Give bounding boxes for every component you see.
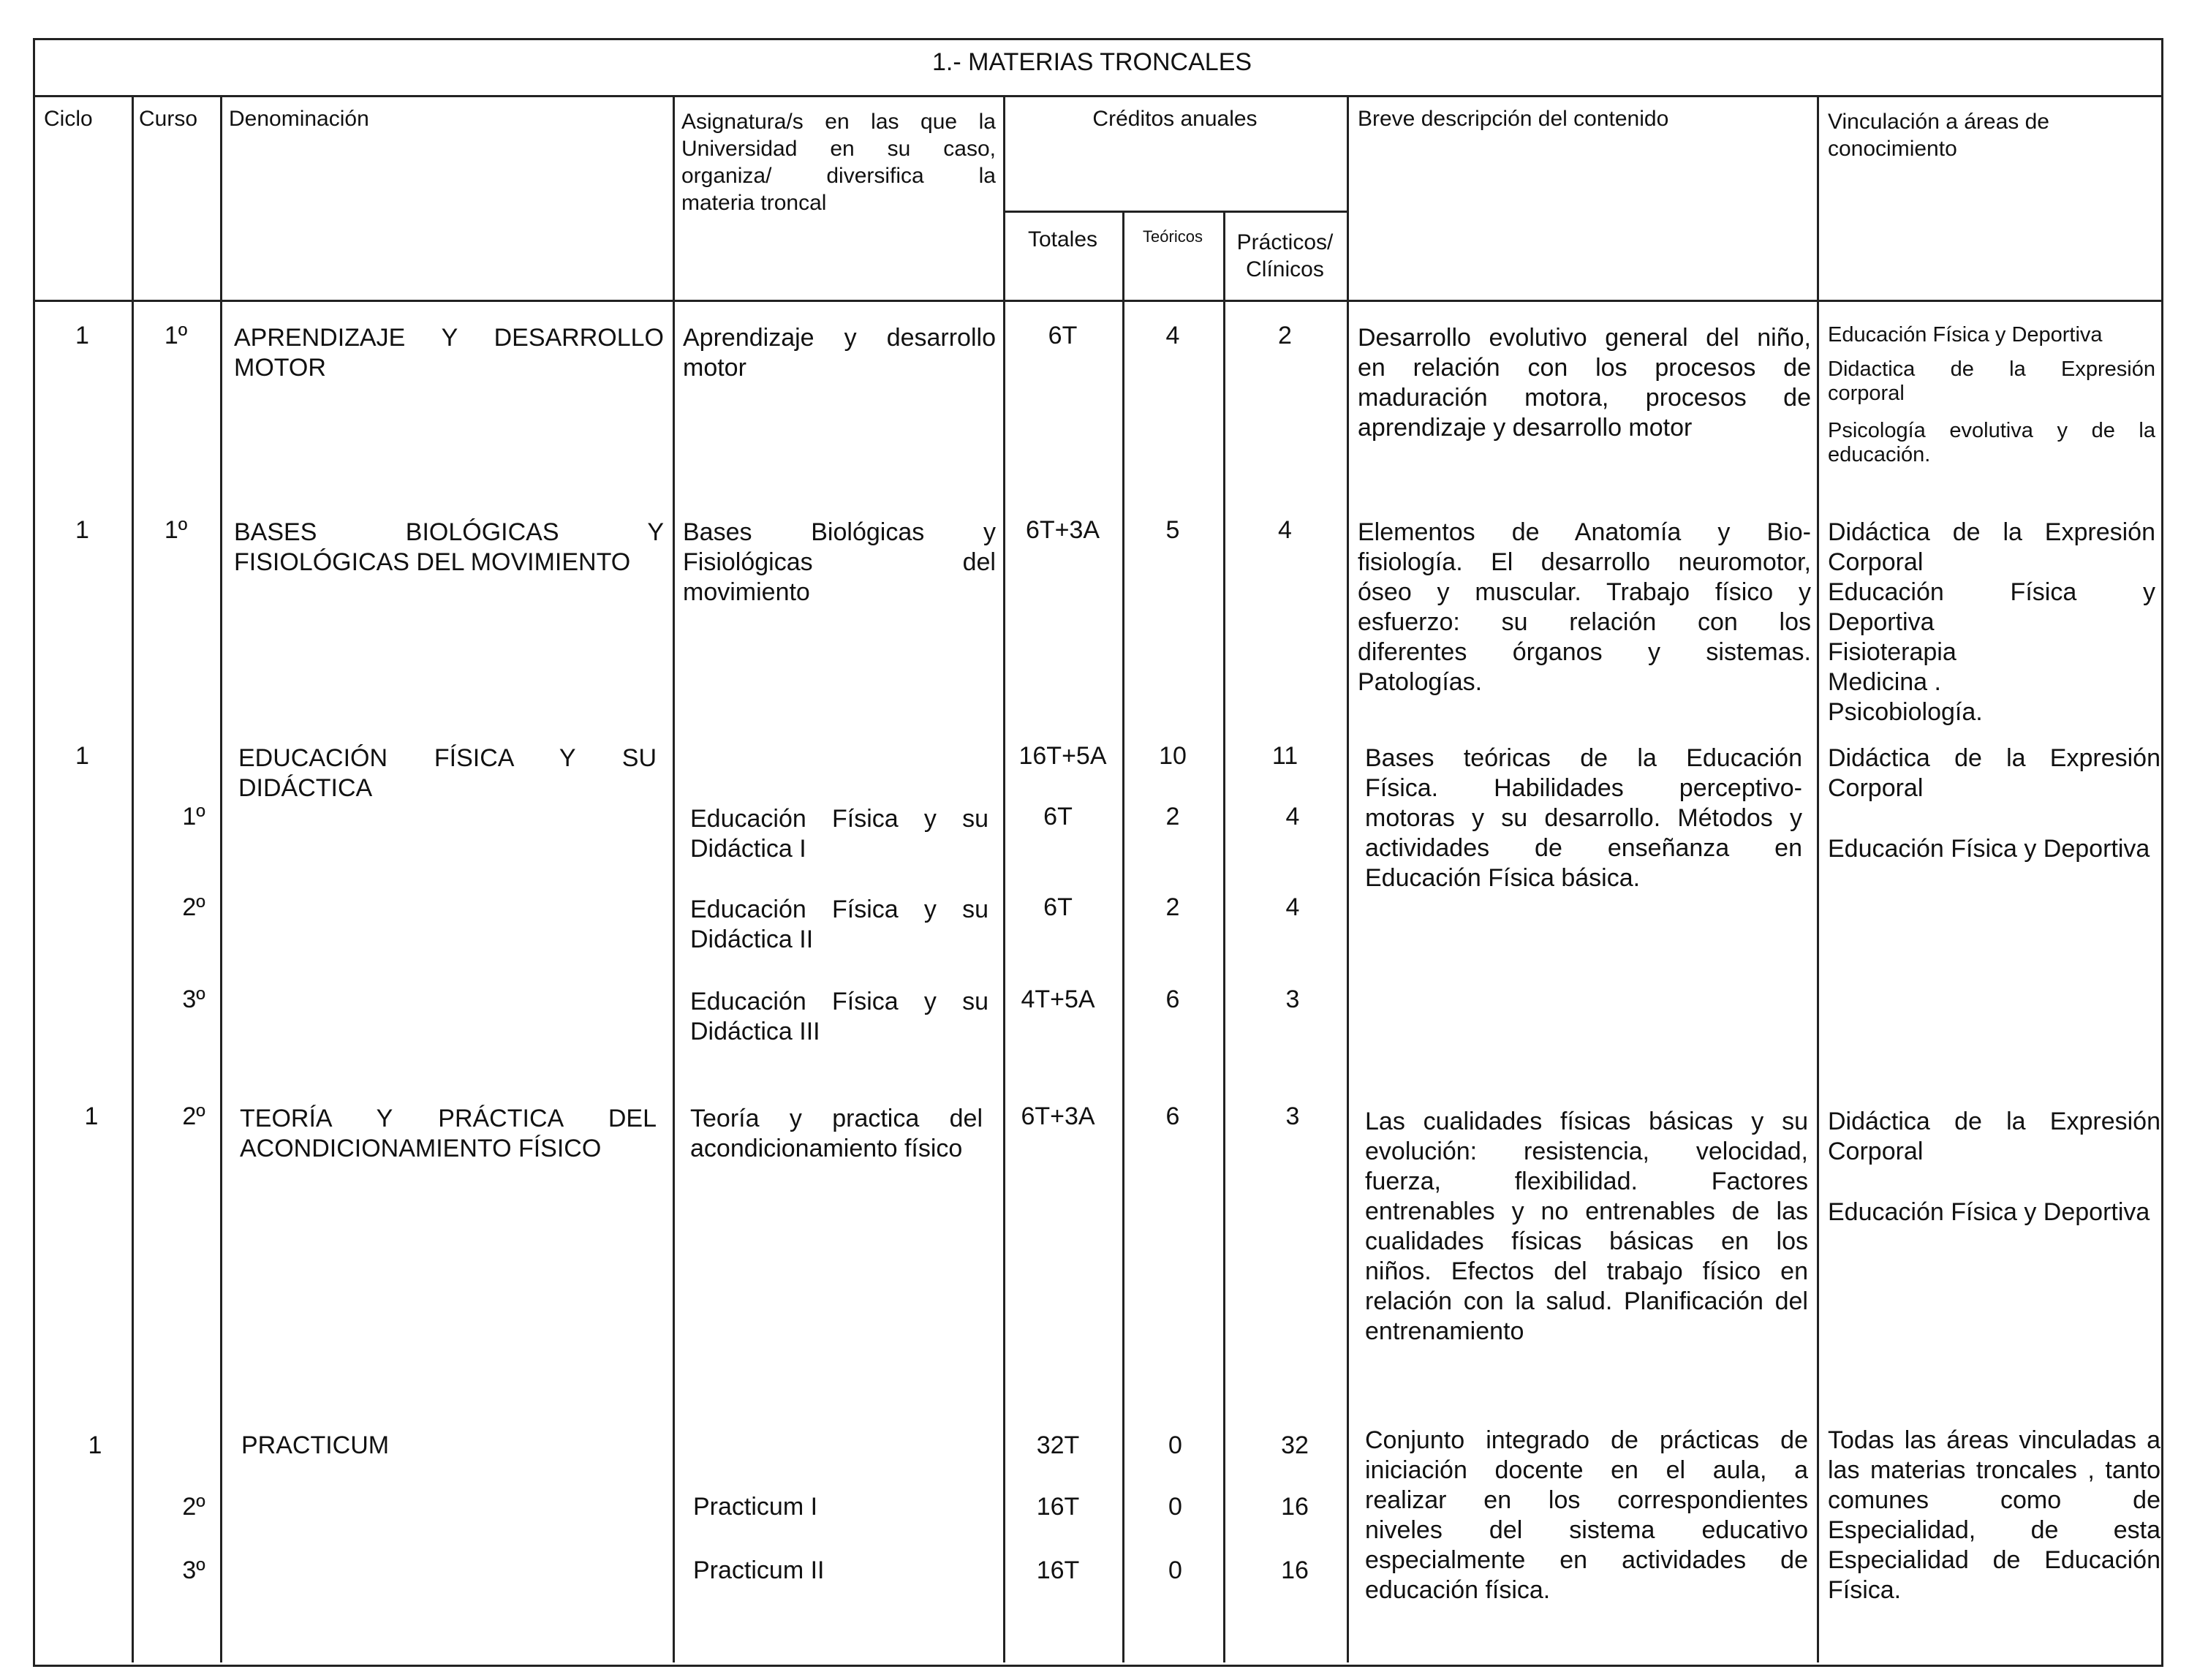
subrow-asignatura — [690, 987, 988, 1047]
vinculacion-line: Didáctica de la Expresión — [1828, 1108, 2160, 1135]
header-denominacion: Denominación — [229, 107, 369, 131]
vinculacion-line: las materias troncales , tanto — [1828, 1456, 2160, 1484]
descripcion-line: Elementos de Anatomía y Bio- — [1358, 518, 1811, 546]
subrow-teoricos: 0 — [1168, 1493, 1182, 1521]
row-ciclo: 1 — [75, 742, 89, 770]
header-asignaturas — [681, 108, 996, 216]
vinculacion-line: Didactica de la Expresión — [1828, 357, 2155, 381]
row-denominacion: PRACTICUM — [241, 1431, 390, 1459]
asignatura-line: Didáctica I — [690, 835, 806, 863]
subrow-practicos: 4 — [1285, 803, 1300, 830]
row-teoricos: 5 — [1165, 516, 1180, 544]
subrow-practicos: 16 — [1281, 1556, 1309, 1584]
row-descripcion — [1365, 1426, 1808, 1605]
subrow-teoricos: 0 — [1168, 1556, 1182, 1584]
denominacion-line: TEORÍA Y PRÁCTICA DEL — [240, 1105, 657, 1132]
title-rule — [33, 95, 2161, 97]
row-teoricos: 0 — [1168, 1431, 1182, 1459]
row-totales: 6T — [1048, 322, 1078, 349]
denominacion-line: BASES BIOLÓGICAS Y — [234, 518, 664, 546]
asignatura-line: Teoría y practica del — [690, 1105, 983, 1132]
header-practicos — [1223, 229, 1347, 283]
vinculacion-line: Medicina . — [1828, 668, 1941, 696]
subrow-teoricos: 2 — [1165, 803, 1180, 830]
asignatura-line: acondicionamiento físico — [690, 1135, 963, 1162]
descripcion-line: relación con la salud. Planificación del — [1365, 1287, 1808, 1315]
asignatura-line: Aprendizaje y desarrollo — [683, 324, 996, 352]
col-divider-descripcion — [1817, 95, 1819, 1662]
descripcion-line: Desarrollo evolutivo general del niño, — [1358, 324, 1811, 352]
row-denominacion — [240, 1104, 657, 1164]
descripcion-line: Física. Habilidades perceptivo- — [1365, 774, 1802, 802]
descripcion-line: maduración motora, procesos de — [1358, 384, 1811, 412]
vinculacion-line: Corporal — [1828, 1138, 1924, 1165]
col-divider-practicos — [1347, 95, 1349, 1662]
subrow-practicos: 3 — [1285, 985, 1300, 1013]
descripcion-line: Educación Física básica. — [1365, 864, 1641, 892]
row-curso: 1º — [164, 516, 188, 544]
row-practicos: 2 — [1278, 322, 1292, 349]
row-ciclo: 1 — [75, 516, 89, 544]
descripcion-line: cualidades físicas básicas en los — [1365, 1227, 1808, 1255]
denominacion-line: ACONDICIONAMIENTO FÍSICO — [240, 1135, 602, 1162]
asignatura-line: movimiento — [683, 578, 810, 606]
descripcion-line: entrenables y no entrenables de las — [1365, 1197, 1808, 1225]
descripcion-line: actividades de enseñanza en — [1365, 834, 1802, 862]
row-vinculacion — [1828, 743, 2160, 864]
asignatura-line: Educación Física y su — [690, 988, 988, 1015]
row-practicos: 3 — [1285, 1102, 1300, 1130]
header-curso: Curso — [139, 107, 198, 131]
subrow-totales: 4T+5A — [1021, 985, 1095, 1013]
asignatura-line: Educación Física y su — [690, 896, 988, 923]
header-creditos: Créditos anuales — [1092, 107, 1258, 131]
table-title: 1.- MATERIAS TRONCALES — [932, 48, 1252, 76]
descripcion-line: fuerza, flexibilidad. Factores — [1365, 1168, 1808, 1195]
header-vinculacion-line: Vinculación a áreas de — [1828, 110, 2049, 134]
descripcion-line: especialmente en actividades de — [1365, 1546, 1808, 1574]
header-practicos-line: Clínicos — [1246, 257, 1324, 281]
row-ciclo: 1 — [84, 1102, 99, 1130]
header-descripcion: Breve descripción del contenido — [1358, 107, 1669, 131]
subrow-totales: 6T — [1043, 803, 1073, 830]
vinculacion-line: Educación Física y Deportiva — [1828, 835, 2150, 863]
row-practicos: 4 — [1278, 516, 1292, 544]
denominacion-line: FISIOLÓGICAS DEL MOVIMIENTO — [234, 548, 631, 576]
subrow-curso: 1º — [182, 803, 205, 830]
row-totales: 32T — [1036, 1431, 1080, 1459]
subrow-asignatura — [690, 895, 988, 955]
row-teoricos: 4 — [1165, 322, 1180, 349]
descripcion-line: diferentes órganos y sistemas. — [1358, 638, 1811, 666]
vinculacion-line: Corporal — [1828, 548, 1924, 576]
row-teoricos: 10 — [1159, 742, 1187, 770]
header-asignaturas-line: organiza/ diversifica la — [681, 164, 996, 188]
asignatura-line: motor — [683, 354, 746, 382]
denominacion-line: DIDÁCTICA — [238, 774, 373, 802]
row-curso: 2º — [182, 1102, 205, 1130]
row-curso: 1º — [164, 322, 188, 349]
row-totales: 6T+3A — [1021, 1102, 1095, 1130]
vinculacion-line: Psicología evolutiva y de la — [1828, 419, 2155, 442]
vinculacion-line: comunes como de — [1828, 1486, 2160, 1514]
descripcion-line: Bases teóricas de la Educación — [1365, 744, 1802, 772]
vinculacion-line: Educación Física y — [1828, 578, 2155, 606]
vinculacion-line: Didáctica de la Expresión — [1828, 518, 2155, 546]
row-descripcion — [1358, 518, 1811, 697]
row-descripcion — [1365, 743, 1802, 893]
descripcion-line: niños. Efectos del trabajo físico en — [1365, 1257, 1808, 1285]
col-divider-curso — [220, 95, 222, 1662]
row-asignatura — [690, 1104, 983, 1164]
header-vinculacion-line: conocimiento — [1828, 137, 1957, 161]
row-denominacion — [234, 518, 664, 578]
row-practicos: 32 — [1281, 1431, 1309, 1459]
row-totales: 6T+3A — [1025, 516, 1100, 544]
subrow-curso: 2º — [182, 893, 205, 921]
subrow-teoricos: 2 — [1165, 893, 1180, 921]
row-vinculacion — [1828, 1107, 2160, 1227]
subrow-teoricos: 6 — [1165, 985, 1180, 1013]
row-practicos: 11 — [1271, 742, 1298, 770]
vinculacion-line: Especialidad de Educación — [1828, 1546, 2160, 1574]
denominacion-line: APRENDIZAJE Y DESARROLLO — [234, 324, 664, 352]
asignatura-line: Fisiológicas del — [683, 548, 996, 576]
descripcion-line: en relación con los procesos de — [1358, 354, 1811, 382]
descripcion-line: esfuerzo: su relación con los — [1358, 608, 1811, 636]
subrow-asignatura: Practicum I — [693, 1493, 818, 1521]
header-asignaturas-line: materia troncal — [681, 191, 827, 215]
subrow-totales: 6T — [1043, 893, 1073, 921]
asignatura-line: Educación Física y su — [690, 805, 988, 833]
descripcion-line: Las cualidades físicas básicas y su — [1365, 1108, 1808, 1135]
subrow-practicos: 4 — [1285, 893, 1300, 921]
subrow-curso: 3º — [182, 985, 205, 1013]
descripcion-line: aprendizaje y desarrollo motor — [1358, 414, 1693, 442]
vinculacion-line: Deportiva — [1828, 608, 1935, 636]
header-bottom-rule — [33, 300, 2161, 302]
denominacion-line: MOTOR — [234, 354, 326, 382]
row-asignatura — [683, 518, 996, 608]
descripcion-line: iniciación docente en el aula, a — [1365, 1456, 1808, 1484]
header-practicos-line: Prácticos/ — [1236, 230, 1334, 254]
subrow-totales: 16T — [1036, 1493, 1080, 1521]
header-ciclo: Ciclo — [44, 107, 93, 131]
header-totales: Totales — [1027, 227, 1098, 251]
vinculacion-line: Didáctica de la Expresión — [1828, 744, 2160, 772]
row-ciclo: 1 — [88, 1431, 102, 1459]
descripcion-line: fisiología. El desarrollo neuromotor, — [1358, 548, 1811, 576]
row-denominacion — [238, 743, 657, 803]
vinculacion-line: Educación Física y Deportiva — [1828, 323, 2103, 347]
row-descripcion — [1365, 1107, 1808, 1347]
header-asignaturas-line: Asignatura/s en las que la — [681, 110, 996, 134]
subrow-curso: 3º — [182, 1556, 205, 1584]
vinculacion-line: Fisioterapia — [1828, 638, 1957, 666]
vinculacion-line: Psicobiología. — [1828, 698, 1983, 726]
subrow-asignatura — [690, 804, 988, 864]
subrow-practicos: 16 — [1281, 1493, 1309, 1521]
descripcion-line: Conjunto integrado de prácticas de — [1365, 1426, 1808, 1454]
asignatura-line: Didáctica III — [690, 1018, 820, 1045]
row-teoricos: 6 — [1165, 1102, 1180, 1130]
subrow-totales: 16T — [1036, 1556, 1080, 1584]
subrow-curso: 2º — [182, 1493, 205, 1521]
vinculacion-line: Corporal — [1828, 774, 1924, 802]
row-vinculacion — [1828, 1426, 2160, 1605]
header-vinculacion — [1828, 108, 2049, 162]
row-ciclo: 1 — [75, 322, 89, 349]
descripcion-line: motoras y su desarrollo. Métodos y — [1365, 804, 1802, 832]
asignatura-line: Bases Biológicas y — [683, 518, 996, 546]
vinculacion-line: educación. — [1828, 443, 1931, 466]
vinculacion-line: Educación Física y Deportiva — [1828, 1198, 2150, 1226]
descripcion-line: entrenamiento — [1365, 1317, 1524, 1345]
header-teoricos: Teóricos — [1143, 227, 1203, 246]
credits-subheader-rule — [1003, 211, 1347, 213]
descripcion-line: óseo y muscular. Trabajo físico y — [1358, 578, 1811, 606]
row-totales: 16T+5A — [1018, 742, 1107, 770]
col-divider-denominacion — [673, 95, 675, 1662]
asignatura-line: Didáctica II — [690, 926, 814, 953]
vinculacion-line: Todas las áreas vinculadas a — [1828, 1426, 2160, 1454]
header-asignaturas-line: Universidad en su caso, — [681, 137, 996, 161]
row-vinculacion — [1828, 518, 2155, 727]
descripcion-line: realizar en los correspondientes — [1365, 1486, 1808, 1514]
row-asignatura — [683, 323, 996, 383]
descripcion-line: niveles del sistema educativo — [1365, 1516, 1808, 1544]
descripcion-line: evolución: resistencia, velocidad, — [1365, 1138, 1808, 1165]
denominacion-line: EDUCACIÓN FÍSICA Y SU — [238, 744, 657, 772]
row-denominacion — [234, 323, 664, 383]
vinculacion-line: Física. — [1828, 1576, 1902, 1604]
subrow-asignatura: Practicum II — [693, 1556, 825, 1584]
vinculacion-line: Especialidad, de esta — [1828, 1516, 2160, 1544]
row-vinculacion — [1828, 323, 2155, 467]
row-descripcion — [1358, 323, 1811, 443]
vinculacion-line: corporal — [1828, 382, 1905, 405]
descripcion-line: educación física. — [1365, 1576, 1551, 1604]
descripcion-line: Patologías. — [1358, 668, 1483, 696]
